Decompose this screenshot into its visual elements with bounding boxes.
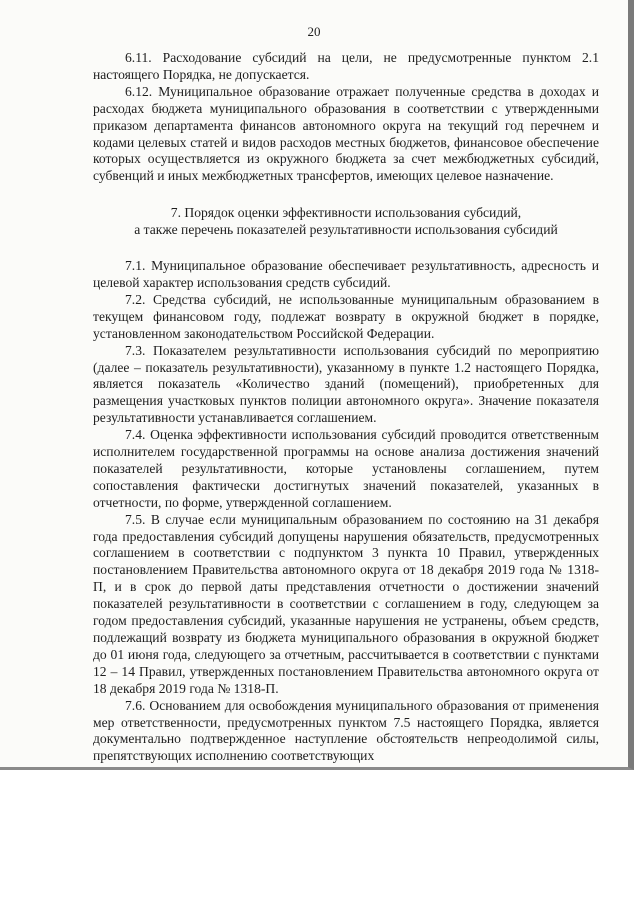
section-7-heading xyxy=(93,205,599,239)
paragraph-7-1: 7.1. Муниципальное образование обеспечивает результативность, адресность и целевой характер использования средств субсидий. xyxy=(93,258,599,290)
paragraph-6-11: 6.11. Расходование субсидий на цели, не предусмотренные пунктом 2.1 настоящего Порядка, не допускается. xyxy=(93,50,599,82)
paragraph-7-3: 7.3. Показателем результативности использования субсидий по мероприятию (далее – показатель результативности), указанному в пункте 1.2 настоящего Порядка, является показатель «Количество зданий (помещений), приобретенных для размещения участковых пунктов полиции автономного округа». Значение показателя результативности устанавливается соглашением. xyxy=(93,342,599,426)
paragraph-7-5: 7.5. В случае если муниципальным образованием по состоянию на 31 декабря года предоставления субсидий допущены нарушения обязательств, предусмотренных соглашением в соответствии с подпунктом 3 пункта 10 Правил, утвержденных постановлением Правительства автономного округа от 18 декабря 2019 года № 1318-П, и в срок до первой даты представления отчетности о достижении значений показателей результативности в соответствии с соглашением в году, следующем за годом предоставления субсидий, указанные нарушения не устранены, объем средств, подлежащий возврату из бюджета муниципального образования в окружной бюджет до 01 июня года, следующего за отчетным, рассчитывается в соответствии с пунктами 12 – 14 Правил, утвержденных постановлением Правительства автономного округа от 18 декабря 2019 года № 1318-П. xyxy=(93,511,599,696)
document-body xyxy=(93,50,599,765)
paragraph-7-4: 7.4. Оценка эффективности использования субсидий проводится ответственным исполнителем государственной программы на основе анализа достижения значений показателей результативности, которые установлены соглашением, путем сопоставления фактически достигнутых значений показателей, указанных в отчетности, по форме, утвержденной соглашением. xyxy=(93,427,599,510)
paragraph-6-12: 6.12. Муниципальное образование отражает полученные средства в доходах и расходах бюджета муниципального образования в соответствии с утвержденными приказом департамента финансов автономного округа на текущий год перечнем и кодами целевых статей и видов расходов местных бюджетов, финансовое обеспечение которых осуществляется из окружного бюджета за счет межбюджетных субсидий, субвенций и иных межбюджетных трансфертов, имеющих целевое назначение. xyxy=(93,83,599,184)
page-number: 20 xyxy=(307,24,321,39)
section-7-heading-line-1: 7. Порядок оценки эффективности использования субсидий, xyxy=(170,205,522,221)
paragraph-7-6: 7.6. Основанием для освобождения муниципального образования от применения мер ответственности, предусмотренных пунктом 7.5 настоящего Порядка, является документально подтвержденное наступление обстоятельств непреодолимой силы, препятствующих исполнению соответствующих xyxy=(93,697,599,764)
section-7-heading-line-2: а также перечень показателей результативности использования субсидий xyxy=(134,222,558,238)
paragraph-7-2: 7.2. Средства субсидий, не использованные муниципальным образованием в текущем финансовом году, подлежат возврату в окружной бюджет в порядке, установленном законодательством Российской Федерации. xyxy=(93,291,599,341)
